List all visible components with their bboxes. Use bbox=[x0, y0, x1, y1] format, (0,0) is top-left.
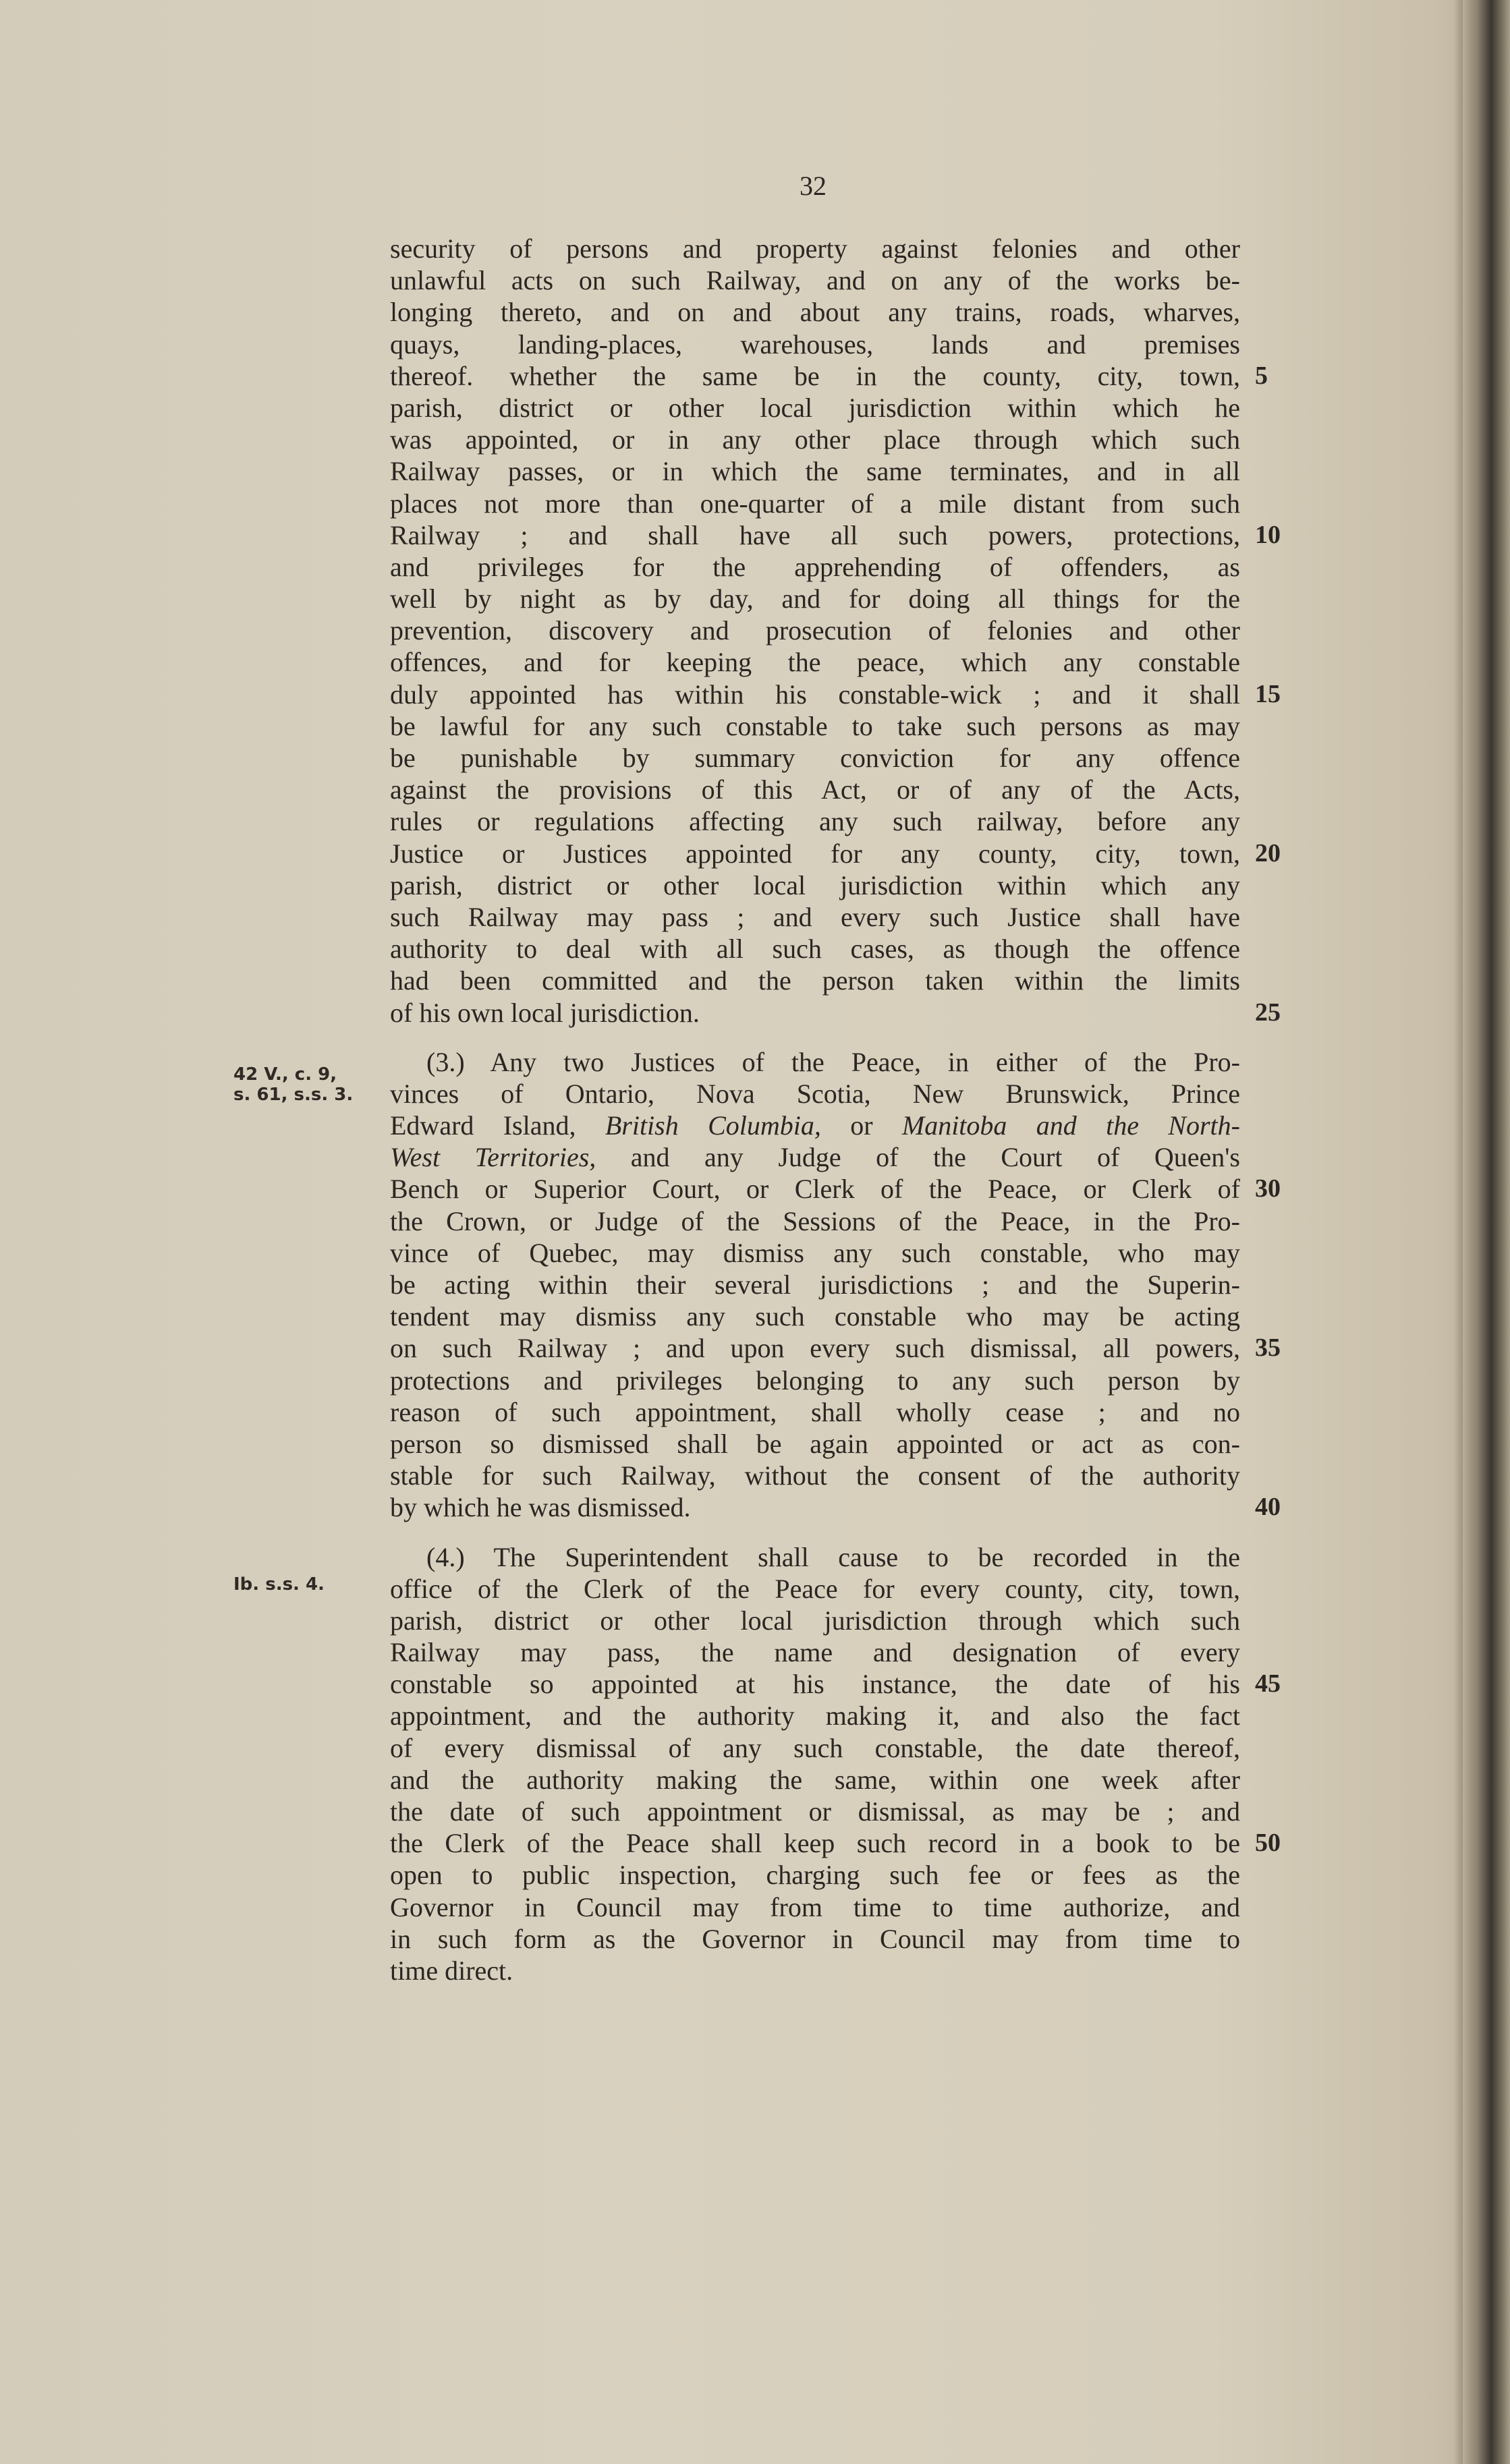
line-text: duly appointed has within his constable-wick ; and it shall bbox=[390, 679, 1240, 710]
text-line bbox=[390, 1891, 1240, 1923]
line-number: 50 bbox=[1255, 1829, 1281, 1858]
line-text: the Clerk of the Peace shall keep such record in a book to be bbox=[390, 1828, 1240, 1859]
line-text: offences, and for keeping the peace, which any constable bbox=[390, 647, 1240, 678]
text-line bbox=[390, 933, 1240, 965]
line-text: be punishable by summary conviction for any offence bbox=[390, 743, 1240, 773]
text-line bbox=[390, 328, 1240, 360]
italic-text: West Territories, bbox=[390, 1142, 596, 1173]
line-number: 30 bbox=[1255, 1174, 1281, 1203]
body-text bbox=[390, 233, 1281, 1986]
page-number: 32 bbox=[800, 171, 827, 201]
margin-note-citation bbox=[233, 1574, 368, 1595]
line-text: of every dismissal of any such constable, the date thereof, bbox=[390, 1732, 1240, 1763]
line-text: on such Railway ; and upon every such dismissal, all powers, bbox=[390, 1333, 1240, 1364]
line-text: of his own local jurisdiction. bbox=[390, 997, 700, 1028]
text-line bbox=[390, 965, 1240, 996]
line-text: parish, district or other local jurisdiction within which he bbox=[390, 392, 1240, 423]
line-text: person so dismissed shall be again appointed or act as con- bbox=[390, 1428, 1240, 1459]
line-number: 15 bbox=[1255, 679, 1281, 708]
text-line bbox=[390, 1605, 1240, 1636]
line-text: against the provisions of this Act, or of any of the Acts, bbox=[390, 774, 1240, 805]
paragraph bbox=[390, 1541, 1281, 1987]
text-line bbox=[390, 296, 1240, 328]
line-text: and privileges for the apprehending of offenders, as bbox=[390, 551, 1240, 582]
line-text: well by night as by day, and for doing all things for the bbox=[390, 583, 1240, 614]
paragraph bbox=[390, 1046, 1281, 1524]
text-line bbox=[390, 424, 1240, 455]
line-number: 10 bbox=[1255, 520, 1281, 549]
text-line bbox=[390, 551, 1240, 583]
text-line bbox=[390, 1078, 1240, 1110]
text-span: or bbox=[820, 1110, 902, 1141]
italic-text: British Columbia, bbox=[605, 1110, 821, 1141]
text-line bbox=[390, 1573, 1240, 1605]
line-text: vince of Quebec, may dismiss any such constable, who may bbox=[390, 1237, 1240, 1268]
text-line bbox=[390, 360, 1268, 392]
line-text: authority to deal with all such cases, as though the offence bbox=[390, 934, 1240, 965]
text-line bbox=[390, 583, 1240, 614]
text-line bbox=[390, 646, 1240, 678]
binding-shadow bbox=[1453, 0, 1463, 2464]
line-text: thereof. whether the same be in the county, city, town, bbox=[390, 360, 1240, 391]
margin-note-line: 42 V., c. 9, bbox=[233, 1064, 337, 1085]
text-line bbox=[390, 1796, 1240, 1827]
line-text: (4.) The Superintendent shall cause to be recorded in the bbox=[426, 1541, 1240, 1572]
line-text: security of persons and property against felonies and other bbox=[390, 233, 1240, 264]
line-text: was appointed, or in any other place through which such bbox=[390, 424, 1240, 455]
text-line bbox=[390, 838, 1281, 869]
text-line bbox=[390, 1827, 1281, 1859]
text-line bbox=[390, 869, 1240, 901]
text-line bbox=[390, 519, 1281, 551]
text-line bbox=[390, 710, 1240, 742]
line-text: Railway may pass, the name and designation of every bbox=[390, 1637, 1240, 1668]
line-text: (3.) Any two Justices of the Peace, in either of the Pro- bbox=[426, 1046, 1240, 1077]
text-line bbox=[390, 1141, 1240, 1173]
text-line bbox=[390, 1923, 1240, 1955]
text-line bbox=[390, 1460, 1240, 1491]
line-number: 25 bbox=[1255, 998, 1281, 1027]
line-text: reason of such appointment, shall wholly cease ; and no bbox=[390, 1396, 1240, 1427]
text-line bbox=[390, 1205, 1240, 1237]
text-line bbox=[390, 1636, 1240, 1668]
text-line bbox=[390, 1046, 1240, 1078]
text-line bbox=[390, 1300, 1240, 1332]
line-text: the Crown, or Judge of the Sessions of the Peace, in the Pro- bbox=[390, 1205, 1240, 1236]
text-line bbox=[390, 742, 1240, 774]
line-text: Railway ; and shall have all such powers, protections, bbox=[390, 519, 1240, 550]
text-line bbox=[390, 1700, 1240, 1731]
text-line bbox=[390, 774, 1240, 805]
text-line bbox=[390, 1541, 1240, 1573]
line-text: unlawful acts on such Railway, and on any of the works be- bbox=[390, 265, 1240, 296]
text-line bbox=[390, 997, 1281, 1029]
text-line bbox=[390, 1955, 1240, 1986]
text-line bbox=[390, 1859, 1240, 1891]
line-text: and the authority making the same, within one week after bbox=[390, 1764, 1240, 1795]
text-line bbox=[390, 1332, 1281, 1364]
margin-note-line: s. 61, s.s. 3. bbox=[233, 1085, 354, 1105]
line-number: 5 bbox=[1255, 361, 1268, 390]
line-text: Bench or Superior Court, or Clerk of the Peace, or Clerk of bbox=[390, 1174, 1240, 1205]
line-text: such Railway may pass ; and every such Justice shall have bbox=[390, 901, 1240, 932]
text-line bbox=[390, 805, 1240, 837]
line-text: protections and privileges belonging to any such person by bbox=[390, 1365, 1240, 1396]
line-number: 40 bbox=[1255, 1493, 1281, 1522]
line-text: appointment, and the authority making it, and also the fact bbox=[390, 1700, 1240, 1731]
line-text: Justice or Justices appointed for any county, city, town, bbox=[390, 838, 1240, 869]
text-line bbox=[390, 1237, 1240, 1269]
line-text: places not more than one-quarter of a mile distant from such bbox=[390, 488, 1240, 519]
text-span: and any Judge of the Court of Queen's bbox=[596, 1142, 1240, 1173]
line-text: longing thereto, and on and about any trains, roads, wharves, bbox=[390, 297, 1240, 328]
line-text: prevention, discovery and prosecution of felonies and other bbox=[390, 615, 1240, 646]
line-text: parish, district or other local jurisdiction within which any bbox=[390, 869, 1240, 900]
line-text: by which he was dismissed. bbox=[390, 1492, 691, 1523]
line-text: Governor in Council may from time to time authorize, and bbox=[390, 1891, 1240, 1922]
text-line bbox=[390, 1173, 1281, 1205]
text-line bbox=[390, 1491, 1281, 1523]
line-text: parish, district or other local jurisdiction through which such bbox=[390, 1605, 1240, 1636]
text-line bbox=[390, 264, 1240, 296]
text-span: Edward Island, bbox=[390, 1110, 605, 1141]
paragraph-gap bbox=[390, 1029, 1240, 1046]
text-line bbox=[390, 1732, 1240, 1764]
margin-note-citation bbox=[233, 1064, 368, 1105]
text-line bbox=[390, 455, 1240, 487]
line-text: constable so appointed at his instance, the date of his bbox=[390, 1669, 1240, 1700]
text-line bbox=[390, 1428, 1240, 1460]
line-text: rules or regulations affecting any such railway, before any bbox=[390, 806, 1240, 837]
italic-text: Manitoba and the North- bbox=[901, 1110, 1240, 1141]
text-line bbox=[390, 679, 1281, 710]
line-text: time direct. bbox=[390, 1955, 513, 1986]
line-text: open to public inspection, charging such fee or fees as the bbox=[390, 1860, 1240, 1891]
line-text: Railway passes, or in which the same terminates, and in all bbox=[390, 456, 1240, 487]
text-line bbox=[390, 1764, 1240, 1796]
paragraph bbox=[390, 233, 1281, 1029]
text-line bbox=[390, 901, 1240, 933]
line-text: in such form as the Governor in Council may from time to bbox=[390, 1923, 1240, 1954]
line-text: stable for such Railway, without the consent of the authority bbox=[390, 1460, 1240, 1491]
paragraph-gap bbox=[390, 1524, 1240, 1541]
margin-note-line: Ib. s.s. 4. bbox=[233, 1574, 325, 1595]
line-text: be acting within their several jurisdictions ; and the Superin- bbox=[390, 1269, 1240, 1300]
line-text: had been committed and the person taken within the limits bbox=[390, 965, 1240, 996]
text-line bbox=[390, 1110, 1240, 1141]
text-line bbox=[390, 392, 1240, 424]
text-line bbox=[390, 233, 1240, 264]
line-number: 35 bbox=[1255, 1334, 1281, 1363]
line-text: quays, landing-places, warehouses, lands and premises bbox=[390, 328, 1240, 360]
text-line bbox=[390, 488, 1240, 519]
text-line bbox=[390, 1396, 1240, 1428]
text-line bbox=[390, 614, 1240, 646]
line-text: vinces of Ontario, Nova Scotia, New Brunswick, Prince bbox=[390, 1078, 1240, 1109]
line-number: 45 bbox=[1255, 1669, 1281, 1698]
text-line bbox=[390, 1668, 1281, 1700]
line-text: the date of such appointment or dismissal, as may be ; and bbox=[390, 1796, 1240, 1827]
text-line bbox=[390, 1365, 1240, 1396]
line-text: tendent may dismiss any such constable who may be acting bbox=[390, 1301, 1240, 1332]
line-number: 20 bbox=[1255, 838, 1281, 867]
line-text: be lawful for any such constable to take such persons as may bbox=[390, 710, 1240, 741]
book-binding bbox=[1463, 0, 1510, 2464]
line-text: office of the Clerk of the Peace for every county, city, town, bbox=[390, 1573, 1240, 1604]
text-line bbox=[390, 1269, 1240, 1300]
